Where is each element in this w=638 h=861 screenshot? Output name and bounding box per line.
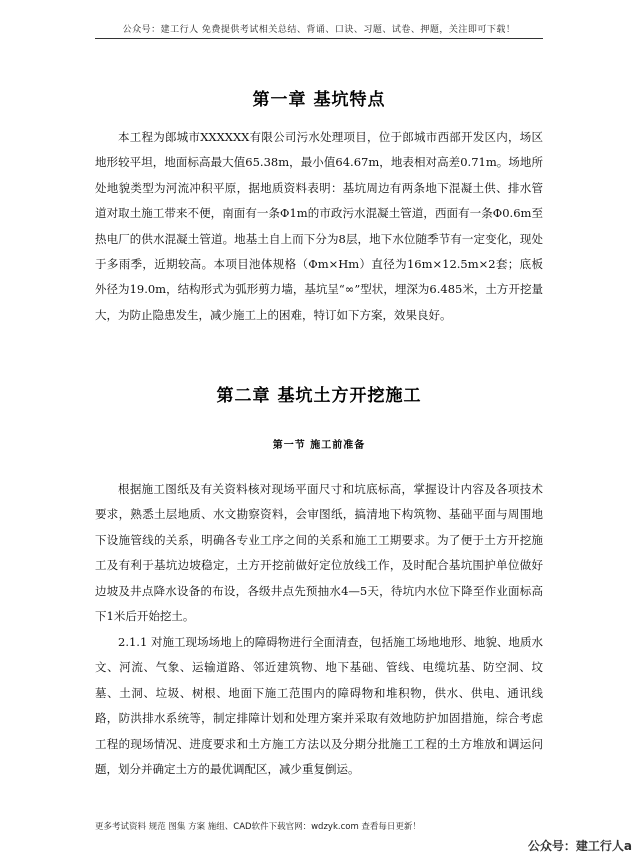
chapter-1-title: 第一章 基坑特点	[252, 90, 386, 110]
chapter-2-paragraph-1: 根据施工图纸及有关资料核对现场平面尺寸和坑底标高，掌握设计内容及各项技术要求，熟悉土层地质、水文勘察资料，会审图纸，搞清地下构筑物、基础平面与周围地下设施管线的关系，明确各专业工序之间的关系和施工工期要求。为了便于土方开挖施工及有利于基坑边坡稳定，土方开挖前做好定位放线工作，及时配合基坑围护单位做好边坡及井点降水设备的布设，各级井点先预抽水4—5天，待坑内水位下降至作业面标高下1米后开始挖土。	[95, 482, 543, 624]
watermark: 公众号：建工行人a	[527, 839, 632, 853]
chapter-1-paragraph: 本工程为郎城市XXXXXX有限公司污水处理项目，位于郎城市西部开发区内，场区地形较平坦，地面标高最大值65.38m，最小值64.67m，地表相对高差0.71m。场地所处地貌类型为河流冲积平原，据地质资料表明：基坑周边有两条地下混凝土供、排水管道对取土施工带来不便，南面有一条Φ1m的市政污水混凝土管道，西面有一条Φ0.6m至热电厂的供水混凝土管道。地基土自上而下分为8层，地下水位随季节有一定变化，现处于多雨季，近期较高。本项目池体规格（Φm×Hm）直径为16m×12.5m×2套；底板外径为19.0m，结构形式为弧形剪力墙，基坑呈“∞”型状，埋深为6.485米，土方开挖量大，为防止隐患发生，减少施工上的困难，特订如下方案，效果良好。	[95, 130, 543, 322]
chapter-2-paragraph-2: 2.1.1 对施工现场场地上的障碍物进行全面清查，包括施工场地地形、地貌、地质水文、河流、气象、运输道路、邻近建筑物、地下基础、管线、电缆坑基、防空洞、坟墓、土洞、垃圾、树根、地面下施工范围内的障碍物和堆积物，供水、供电、通讯线路，防洪排水系统等，制定排障计划和处理方案并采取有效地防护加固措施，综合考虑工程的现场情况、进度要求和土方施工方法以及分期分批施工工程的土方堆放和调运问题，划分并确定土方的最优调配区，减少重复倒运。	[95, 635, 543, 777]
chapter-2-title: 第二章 基坑土方开挖施工	[216, 386, 422, 406]
header-divider	[95, 38, 543, 39]
section-1-title: 第一节 施工前准备	[272, 440, 366, 451]
footer-note: 更多考试资料 规范 图集 方案 施组、CAD软件下载官网：wdzyk.com 查看每日更新！	[95, 822, 421, 832]
header-note: 公众号：建工行人 免费提供考试相关总结、背诵、口诀、习题、试卷、押题，关注即可下载！	[122, 25, 516, 35]
